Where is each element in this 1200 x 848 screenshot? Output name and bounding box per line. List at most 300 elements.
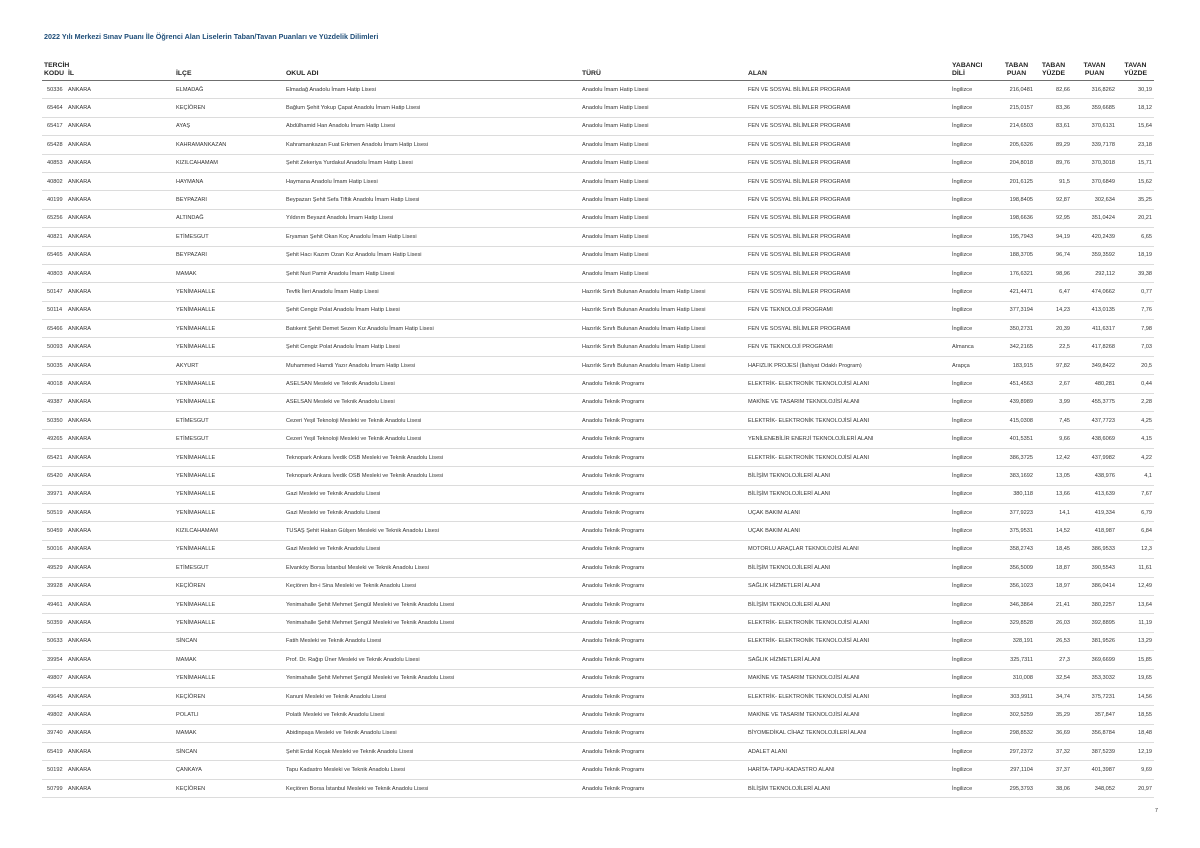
cell-yabanci-dil: İngilizce bbox=[950, 724, 998, 742]
cell-turu: Anadolu Teknik Programı bbox=[580, 632, 746, 650]
cell-okul-adi: Kahramankazan Fuat Erkmen Anadolu İmam Hatip Lisesi bbox=[284, 136, 580, 154]
cell-tavan-puan: 390,5543 bbox=[1072, 559, 1117, 577]
table-row bbox=[42, 246, 1154, 264]
table-row bbox=[42, 99, 1154, 117]
cell-tavan-puan: 401,3987 bbox=[1072, 761, 1117, 779]
cell-turu: Anadolu Teknik Programı bbox=[580, 522, 746, 540]
cell-alan: ELEKTRİK- ELEKTRONİK TEKNOLOJİSİ ALANI bbox=[746, 614, 950, 632]
table-row bbox=[42, 632, 1154, 650]
cell-taban-yuzde: 13,05 bbox=[1035, 467, 1072, 485]
cell-turu: Anadolu Teknik Programı bbox=[580, 412, 746, 430]
cell-tavan-puan: 369,6699 bbox=[1072, 651, 1117, 669]
cell-tavan-puan: 375,7231 bbox=[1072, 687, 1117, 705]
table-row bbox=[42, 264, 1154, 282]
cell-il: ANKARA bbox=[66, 724, 174, 742]
cell-code: 40199 bbox=[42, 191, 66, 209]
cell-ilce: YENİMAHALLE bbox=[174, 669, 284, 687]
cell-taban-puan: 356,5009 bbox=[998, 559, 1035, 577]
cell-yabanci-dil: İngilizce bbox=[950, 172, 998, 190]
cell-code: 65419 bbox=[42, 743, 66, 761]
cell-ilce: YENİMAHALLE bbox=[174, 540, 284, 558]
cell-ilce: KEÇİÖREN bbox=[174, 779, 284, 797]
cell-alan: ELEKTRİK- ELEKTRONİK TEKNOLOJİSİ ALANI bbox=[746, 412, 950, 430]
cell-yabanci-dil: Arapça bbox=[950, 356, 998, 374]
cell-code: 65420 bbox=[42, 467, 66, 485]
cell-taban-puan: 303,9911 bbox=[998, 687, 1035, 705]
cell-taban-yuzde: 37,37 bbox=[1035, 761, 1072, 779]
cell-tavan-yuzde: 18,19 bbox=[1117, 246, 1154, 264]
cell-turu: Anadolu Teknik Programı bbox=[580, 485, 746, 503]
cell-taban-puan: 451,4563 bbox=[998, 375, 1035, 393]
cell-ilce: ÇANKAYA bbox=[174, 761, 284, 779]
cell-taban-puan: 329,8528 bbox=[998, 614, 1035, 632]
cell-tavan-yuzde: 4,15 bbox=[1117, 430, 1154, 448]
table-row bbox=[42, 577, 1154, 595]
cell-alan: BİLİŞİM TEKNOLOJİLERİ ALANI bbox=[746, 467, 950, 485]
table-row bbox=[42, 393, 1154, 411]
cell-ilce: ETİMESGUT bbox=[174, 412, 284, 430]
cell-ilce: BEYPAZARI bbox=[174, 246, 284, 264]
cell-turu: Anadolu Teknik Programı bbox=[580, 706, 746, 724]
cell-taban-puan: 183,915 bbox=[998, 356, 1035, 374]
cell-turu: Anadolu Teknik Programı bbox=[580, 559, 746, 577]
cell-taban-puan: 415,0308 bbox=[998, 412, 1035, 430]
cell-il: ANKARA bbox=[66, 228, 174, 246]
cell-il: ANKARA bbox=[66, 338, 174, 356]
cell-okul-adi: Bağlum Şehit Yokup Çapat Anadolu İmam Hatip Lisesi bbox=[284, 99, 580, 117]
cell-il: ANKARA bbox=[66, 264, 174, 282]
cell-code: 49807 bbox=[42, 669, 66, 687]
cell-tavan-yuzde: 23,18 bbox=[1117, 136, 1154, 154]
cell-turu: Anadolu Teknik Programı bbox=[580, 669, 746, 687]
cell-taban-yuzde: 22,5 bbox=[1035, 338, 1072, 356]
header-alan: ALAN bbox=[746, 54, 950, 81]
cell-okul-adi: Şehit Nuri Pamir Anadolu İmam Hatip Lisesi bbox=[284, 264, 580, 282]
cell-turu: Anadolu Teknik Programı bbox=[580, 467, 746, 485]
cell-taban-puan: 421,4471 bbox=[998, 283, 1035, 301]
cell-okul-adi: ASELSAN Mesleki ve Teknik Anadolu Lisesi bbox=[284, 393, 580, 411]
cell-ilce: YENİMAHALLE bbox=[174, 448, 284, 466]
cell-turu: Hazırlık Sınıfı Bulunan Anadolu İmam Hatip Lisesi bbox=[580, 320, 746, 338]
cell-il: ANKARA bbox=[66, 172, 174, 190]
cell-taban-puan: 350,2731 bbox=[998, 320, 1035, 338]
cell-taban-yuzde: 35,29 bbox=[1035, 706, 1072, 724]
cell-taban-puan: 302,5259 bbox=[998, 706, 1035, 724]
cell-ilce: MAMAK bbox=[174, 264, 284, 282]
cell-ilce: MAMAK bbox=[174, 724, 284, 742]
cell-taban-yuzde: 13,66 bbox=[1035, 485, 1072, 503]
cell-okul-adi: Şehit Zekeriya Yurdakul Anadolu İmam Hatip Lisesi bbox=[284, 154, 580, 172]
cell-taban-puan: 356,1023 bbox=[998, 577, 1035, 595]
cell-turu: Anadolu İmam Hatip Lisesi bbox=[580, 154, 746, 172]
cell-ilce: POLATLI bbox=[174, 706, 284, 724]
cell-alan: BİLİŞİM TEKNOLOJİLERİ ALANI bbox=[746, 485, 950, 503]
cell-alan: FEN VE SOSYAL BİLİMLER PROGRAMI bbox=[746, 209, 950, 227]
cell-okul-adi: Tevfik İleri Anadolu İmam Hatip Lisesi bbox=[284, 283, 580, 301]
cell-tavan-yuzde: 12,3 bbox=[1117, 540, 1154, 558]
header-taban-puan: TABAN PUAN bbox=[998, 54, 1035, 81]
cell-il: ANKARA bbox=[66, 393, 174, 411]
table-row bbox=[42, 430, 1154, 448]
cell-code: 50192 bbox=[42, 761, 66, 779]
table-row bbox=[42, 209, 1154, 227]
cell-tavan-yuzde: 15,85 bbox=[1117, 651, 1154, 669]
cell-okul-adi: Şehit Cengiz Polat Anadolu İmam Hatip Lisesi bbox=[284, 301, 580, 319]
cell-tavan-yuzde: 39,38 bbox=[1117, 264, 1154, 282]
cell-yabanci-dil: İngilizce bbox=[950, 614, 998, 632]
cell-yabanci-dil: İngilizce bbox=[950, 743, 998, 761]
header-okul: OKUL ADI bbox=[284, 54, 580, 81]
cell-code: 39954 bbox=[42, 651, 66, 669]
cell-alan: FEN VE SOSYAL BİLİMLER PROGRAMI bbox=[746, 99, 950, 117]
cell-yabanci-dil: İngilizce bbox=[950, 448, 998, 466]
cell-okul-adi: Eryaman Şehit Okan Koç Anadolu İmam Hatip Lisesi bbox=[284, 228, 580, 246]
cell-il: ANKARA bbox=[66, 669, 174, 687]
cell-il: ANKARA bbox=[66, 779, 174, 797]
cell-taban-yuzde: 14,52 bbox=[1035, 522, 1072, 540]
cell-tavan-puan: 420,2439 bbox=[1072, 228, 1117, 246]
cell-turu: Anadolu Teknik Programı bbox=[580, 743, 746, 761]
cell-ilce: YENİMAHALLE bbox=[174, 301, 284, 319]
cell-okul-adi: Haymana Anadolu İmam Hatip Lisesi bbox=[284, 172, 580, 190]
cell-turu: Anadolu İmam Hatip Lisesi bbox=[580, 228, 746, 246]
cell-yabanci-dil: İngilizce bbox=[950, 191, 998, 209]
cell-tavan-puan: 438,6069 bbox=[1072, 430, 1117, 448]
cell-tavan-yuzde: 15,62 bbox=[1117, 172, 1154, 190]
cell-okul-adi: Tapu Kadastro Mesleki ve Teknik Anadolu Lisesi bbox=[284, 761, 580, 779]
cell-yabanci-dil: İngilizce bbox=[950, 559, 998, 577]
cell-tavan-yuzde: 20,21 bbox=[1117, 209, 1154, 227]
cell-il: ANKARA bbox=[66, 706, 174, 724]
cell-yabanci-dil: İngilizce bbox=[950, 669, 998, 687]
cell-il: ANKARA bbox=[66, 99, 174, 117]
table-row bbox=[42, 669, 1154, 687]
cell-taban-yuzde: 32,54 bbox=[1035, 669, 1072, 687]
cell-okul-adi: Cezeri Yeşil Teknoloji Mesleki ve Teknik Anadolu Lisesi bbox=[284, 430, 580, 448]
cell-ilce: YENİMAHALLE bbox=[174, 485, 284, 503]
cell-tavan-puan: 437,7723 bbox=[1072, 412, 1117, 430]
cell-taban-yuzde: 34,74 bbox=[1035, 687, 1072, 705]
cell-tavan-yuzde: 7,76 bbox=[1117, 301, 1154, 319]
cell-turu: Anadolu Teknik Programı bbox=[580, 614, 746, 632]
cell-taban-puan: 310,008 bbox=[998, 669, 1035, 687]
cell-tavan-puan: 339,7178 bbox=[1072, 136, 1117, 154]
cell-yabanci-dil: İngilizce bbox=[950, 81, 998, 99]
cell-code: 65256 bbox=[42, 209, 66, 227]
cell-yabanci-dil: İngilizce bbox=[950, 209, 998, 227]
cell-code: 65464 bbox=[42, 99, 66, 117]
cell-okul-adi: Gazi Mesleki ve Teknik Anadolu Lisesi bbox=[284, 503, 580, 521]
cell-alan: SAĞLIK HİZMETLERİ ALANI bbox=[746, 577, 950, 595]
cell-il: ANKARA bbox=[66, 191, 174, 209]
cell-turu: Hazırlık Sınıfı Bulunan Anadolu İmam Hatip Lisesi bbox=[580, 338, 746, 356]
cell-ilce: YENİMAHALLE bbox=[174, 393, 284, 411]
cell-tavan-yuzde: 35,25 bbox=[1117, 191, 1154, 209]
cell-turu: Anadolu Teknik Programı bbox=[580, 595, 746, 613]
cell-ilce: MAMAK bbox=[174, 651, 284, 669]
cell-alan: FEN VE SOSYAL BİLİMLER PROGRAMI bbox=[746, 172, 950, 190]
cell-taban-puan: 201,6125 bbox=[998, 172, 1035, 190]
cell-il: ANKARA bbox=[66, 375, 174, 393]
cell-yabanci-dil: İngilizce bbox=[950, 375, 998, 393]
cell-yabanci-dil: İngilizce bbox=[950, 632, 998, 650]
cell-il: ANKARA bbox=[66, 503, 174, 521]
cell-code: 50336 bbox=[42, 81, 66, 99]
cell-ilce: YENİMAHALLE bbox=[174, 375, 284, 393]
cell-il: ANKARA bbox=[66, 540, 174, 558]
table-row bbox=[42, 706, 1154, 724]
cell-il: ANKARA bbox=[66, 743, 174, 761]
cell-alan: FEN VE SOSYAL BİLİMLER PROGRAMI bbox=[746, 154, 950, 172]
cell-turu: Anadolu Teknik Programı bbox=[580, 503, 746, 521]
cell-turu: Anadolu Teknik Programı bbox=[580, 375, 746, 393]
cell-code: 40853 bbox=[42, 154, 66, 172]
cell-okul-adi: Elvanköy Borsa İstanbul Mesleki ve Teknik Anadolu Lisesi bbox=[284, 559, 580, 577]
cell-tavan-yuzde: 12,19 bbox=[1117, 743, 1154, 761]
cell-alan: MAKİNE VE TASARIM TEKNOLOJİSİ ALANI bbox=[746, 706, 950, 724]
cell-il: ANKARA bbox=[66, 320, 174, 338]
cell-yabanci-dil: İngilizce bbox=[950, 779, 998, 797]
cell-alan: FEN VE SOSYAL BİLİMLER PROGRAMI bbox=[746, 136, 950, 154]
cell-yabanci-dil: İngilizce bbox=[950, 154, 998, 172]
cell-taban-yuzde: 2,67 bbox=[1035, 375, 1072, 393]
cell-code: 50459 bbox=[42, 522, 66, 540]
cell-okul-adi: ASELSAN Mesleki ve Teknik Anadolu Lisesi bbox=[284, 375, 580, 393]
cell-okul-adi: Teknopark Ankara İvedik OSB Mesleki ve Teknik Anadolu Lisesi bbox=[284, 467, 580, 485]
cell-taban-yuzde: 37,32 bbox=[1035, 743, 1072, 761]
cell-yabanci-dil: İngilizce bbox=[950, 430, 998, 448]
cell-okul-adi: Yıldırım Beyazıt Anadolu İmam Hatip Lisesi bbox=[284, 209, 580, 227]
cell-yabanci-dil: İngilizce bbox=[950, 540, 998, 558]
cell-taban-puan: 215,0157 bbox=[998, 99, 1035, 117]
cell-code: 39971 bbox=[42, 485, 66, 503]
header-dil: YABANCI DİLİ bbox=[950, 54, 998, 81]
cell-taban-yuzde: 27,3 bbox=[1035, 651, 1072, 669]
cell-code: 50093 bbox=[42, 338, 66, 356]
cell-alan: ELEKTRİK- ELEKTRONİK TEKNOLOJİSİ ALANI bbox=[746, 448, 950, 466]
table-row bbox=[42, 356, 1154, 374]
cell-tavan-puan: 359,6685 bbox=[1072, 99, 1117, 117]
cell-alan: BİLİŞİM TEKNOLOJİLERİ ALANI bbox=[746, 779, 950, 797]
cell-ilce: AKYURT bbox=[174, 356, 284, 374]
cell-taban-puan: 216,0481 bbox=[998, 81, 1035, 99]
cell-tavan-yuzde: 18,48 bbox=[1117, 724, 1154, 742]
cell-turu: Anadolu İmam Hatip Lisesi bbox=[580, 99, 746, 117]
cell-tavan-yuzde: 11,61 bbox=[1117, 559, 1154, 577]
cell-taban-yuzde: 26,03 bbox=[1035, 614, 1072, 632]
cell-taban-puan: 386,3725 bbox=[998, 448, 1035, 466]
cell-il: ANKARA bbox=[66, 136, 174, 154]
cell-code: 40821 bbox=[42, 228, 66, 246]
cell-code: 40018 bbox=[42, 375, 66, 393]
cell-yabanci-dil: İngilizce bbox=[950, 264, 998, 282]
cell-taban-yuzde: 36,69 bbox=[1035, 724, 1072, 742]
cell-ilce: YENİMAHALLE bbox=[174, 338, 284, 356]
cell-tavan-yuzde: 7,98 bbox=[1117, 320, 1154, 338]
cell-ilce: YENİMAHALLE bbox=[174, 283, 284, 301]
cell-yabanci-dil: İngilizce bbox=[950, 136, 998, 154]
cell-tavan-puan: 381,9526 bbox=[1072, 632, 1117, 650]
cell-alan: FEN VE SOSYAL BİLİMLER PROGRAMI bbox=[746, 191, 950, 209]
cell-okul-adi: TUSAŞ Şehit Hakan Gülşen Mesleki ve Teknik Anadolu Lisesi bbox=[284, 522, 580, 540]
cell-turu: Anadolu Teknik Programı bbox=[580, 448, 746, 466]
cell-alan: FEN VE SOSYAL BİLİMLER PROGRAMI bbox=[746, 117, 950, 135]
cell-code: 65421 bbox=[42, 448, 66, 466]
cell-code: 40802 bbox=[42, 172, 66, 190]
cell-alan: SAĞLIK HİZMETLERİ ALANI bbox=[746, 651, 950, 669]
cell-ilce: KIZILCAHAMAM bbox=[174, 522, 284, 540]
cell-taban-yuzde: 18,97 bbox=[1035, 577, 1072, 595]
table-row bbox=[42, 779, 1154, 797]
cell-il: ANKARA bbox=[66, 81, 174, 99]
cell-code: 50114 bbox=[42, 301, 66, 319]
cell-taban-puan: 297,2372 bbox=[998, 743, 1035, 761]
cell-taban-yuzde: 18,87 bbox=[1035, 559, 1072, 577]
cell-ilce: YENİMAHALLE bbox=[174, 595, 284, 613]
header-il: İL bbox=[66, 54, 174, 81]
cell-il: ANKARA bbox=[66, 761, 174, 779]
cell-ilce: SİNCAN bbox=[174, 743, 284, 761]
cell-il: ANKARA bbox=[66, 356, 174, 374]
cell-ilce: KEÇİÖREN bbox=[174, 687, 284, 705]
cell-taban-yuzde: 82,66 bbox=[1035, 81, 1072, 99]
cell-tavan-yuzde: 30,19 bbox=[1117, 81, 1154, 99]
cell-okul-adi: Fatih Mesleki ve Teknik Anadolu Lisesi bbox=[284, 632, 580, 650]
cell-yabanci-dil: İngilizce bbox=[950, 246, 998, 264]
cell-tavan-yuzde: 20,97 bbox=[1117, 779, 1154, 797]
cell-turu: Anadolu Teknik Programı bbox=[580, 724, 746, 742]
table-row bbox=[42, 540, 1154, 558]
cell-tavan-yuzde: 19,65 bbox=[1117, 669, 1154, 687]
cell-il: ANKARA bbox=[66, 448, 174, 466]
cell-tavan-puan: 455,3775 bbox=[1072, 393, 1117, 411]
table-row bbox=[42, 595, 1154, 613]
cell-tavan-puan: 418,987 bbox=[1072, 522, 1117, 540]
table-row bbox=[42, 743, 1154, 761]
cell-tavan-puan: 316,8262 bbox=[1072, 81, 1117, 99]
cell-taban-yuzde: 92,95 bbox=[1035, 209, 1072, 227]
cell-turu: Anadolu Teknik Programı bbox=[580, 540, 746, 558]
cell-turu: Anadolu Teknik Programı bbox=[580, 651, 746, 669]
cell-yabanci-dil: İngilizce bbox=[950, 467, 998, 485]
cell-alan: UÇAK BAKIM ALANI bbox=[746, 503, 950, 521]
cell-tavan-yuzde: 6,65 bbox=[1117, 228, 1154, 246]
cell-taban-yuzde: 3,99 bbox=[1035, 393, 1072, 411]
cell-tavan-yuzde: 20,5 bbox=[1117, 356, 1154, 374]
cell-tavan-puan: 370,6131 bbox=[1072, 117, 1117, 135]
cell-taban-puan: 383,1692 bbox=[998, 467, 1035, 485]
table-row bbox=[42, 412, 1154, 430]
cell-ilce: KEÇİÖREN bbox=[174, 99, 284, 117]
cell-tavan-puan: 413,639 bbox=[1072, 485, 1117, 503]
header-turu: TÜRÜ bbox=[580, 54, 746, 81]
cell-alan: HARİTA-TAPU-KADASTRO ALANI bbox=[746, 761, 950, 779]
cell-taban-puan: 377,3194 bbox=[998, 301, 1035, 319]
cell-code: 50633 bbox=[42, 632, 66, 650]
cell-okul-adi: Şehit Hacı Kazım Ozan Kız Anadolu İmam Hatip Lisesi bbox=[284, 246, 580, 264]
page-number: 7 bbox=[1154, 808, 1158, 814]
cell-alan: UÇAK BAKIM ALANI bbox=[746, 522, 950, 540]
cell-ilce: SİNCAN bbox=[174, 632, 284, 650]
cell-alan: BİLİŞİM TEKNOLOJİLERİ ALANI bbox=[746, 559, 950, 577]
cell-il: ANKARA bbox=[66, 467, 174, 485]
table-header bbox=[42, 54, 1154, 81]
cell-taban-yuzde: 98,96 bbox=[1035, 264, 1072, 282]
cell-code: 40803 bbox=[42, 264, 66, 282]
cell-tavan-puan: 302,634 bbox=[1072, 191, 1117, 209]
cell-taban-puan: 204,8018 bbox=[998, 154, 1035, 172]
table-row bbox=[42, 191, 1154, 209]
cell-taban-yuzde: 20,39 bbox=[1035, 320, 1072, 338]
cell-taban-puan: 297,1104 bbox=[998, 761, 1035, 779]
table-row bbox=[42, 136, 1154, 154]
cell-taban-yuzde: 14,1 bbox=[1035, 503, 1072, 521]
cell-tavan-yuzde: 4,22 bbox=[1117, 448, 1154, 466]
cell-okul-adi: Yenimahalle Şehit Mehmet Şengül Mesleki ve Teknik Anadolu Lisesi bbox=[284, 614, 580, 632]
cell-taban-puan: 346,3864 bbox=[998, 595, 1035, 613]
cell-okul-adi: Kanuni Mesleki ve Teknik Anadolu Lisesi bbox=[284, 687, 580, 705]
cell-taban-puan: 401,5351 bbox=[998, 430, 1035, 448]
cell-ilce: KAHRAMANKAZAN bbox=[174, 136, 284, 154]
cell-il: ANKARA bbox=[66, 117, 174, 135]
cell-taban-puan: 205,6326 bbox=[998, 136, 1035, 154]
cell-ilce: KIZILCAHAMAM bbox=[174, 154, 284, 172]
cell-okul-adi: Elmadağ Anadolu İmam Hatip Lisesi bbox=[284, 81, 580, 99]
cell-alan: FEN VE SOSYAL BİLİMLER PROGRAMI bbox=[746, 81, 950, 99]
results-table bbox=[42, 54, 1154, 798]
cell-tavan-yuzde: 13,29 bbox=[1117, 632, 1154, 650]
cell-tavan-yuzde: 7,67 bbox=[1117, 485, 1154, 503]
cell-alan: FEN VE SOSYAL BİLİMLER PROGRAMI bbox=[746, 320, 950, 338]
cell-yabanci-dil: İngilizce bbox=[950, 485, 998, 503]
cell-ilce: ETİMESGUT bbox=[174, 559, 284, 577]
cell-code: 65466 bbox=[42, 320, 66, 338]
table-row bbox=[42, 117, 1154, 135]
cell-okul-adi: Cezeri Yeşil Teknoloji Mesleki ve Teknik Anadolu Lisesi bbox=[284, 412, 580, 430]
cell-il: ANKARA bbox=[66, 283, 174, 301]
cell-alan: HAFIZLIK PROJESİ (İlahiyat Odaklı Program) bbox=[746, 356, 950, 374]
cell-turu: Anadolu Teknik Programı bbox=[580, 761, 746, 779]
cell-turu: Anadolu İmam Hatip Lisesi bbox=[580, 191, 746, 209]
cell-taban-yuzde: 38,06 bbox=[1035, 779, 1072, 797]
cell-tavan-yuzde: 15,71 bbox=[1117, 154, 1154, 172]
cell-ilce: ELMADAĞ bbox=[174, 81, 284, 99]
cell-tavan-yuzde: 2,28 bbox=[1117, 393, 1154, 411]
cell-alan: FEN VE SOSYAL BİLİMLER PROGRAMI bbox=[746, 264, 950, 282]
cell-taban-puan: 380,118 bbox=[998, 485, 1035, 503]
cell-alan: ELEKTRİK- ELEKTRONİK TEKNOLOJİSİ ALANI bbox=[746, 375, 950, 393]
cell-taban-yuzde: 83,36 bbox=[1035, 99, 1072, 117]
cell-taban-puan: 342,2165 bbox=[998, 338, 1035, 356]
cell-tavan-yuzde: 7,03 bbox=[1117, 338, 1154, 356]
cell-taban-yuzde: 9,66 bbox=[1035, 430, 1072, 448]
table-row bbox=[42, 724, 1154, 742]
cell-turu: Anadolu İmam Hatip Lisesi bbox=[580, 209, 746, 227]
cell-okul-adi: Prof. Dr. Rağıp Üner Mesleki ve Teknik Anadolu Lisesi bbox=[284, 651, 580, 669]
cell-tavan-yuzde: 15,64 bbox=[1117, 117, 1154, 135]
cell-taban-yuzde: 89,76 bbox=[1035, 154, 1072, 172]
cell-il: ANKARA bbox=[66, 632, 174, 650]
cell-alan: BİLİŞİM TEKNOLOJİLERİ ALANI bbox=[746, 595, 950, 613]
cell-il: ANKARA bbox=[66, 614, 174, 632]
cell-turu: Anadolu İmam Hatip Lisesi bbox=[580, 246, 746, 264]
cell-il: ANKARA bbox=[66, 522, 174, 540]
cell-code: 50035 bbox=[42, 356, 66, 374]
cell-tavan-yuzde: 4,25 bbox=[1117, 412, 1154, 430]
cell-okul-adi: Keçiören Borsa İstanbul Mesleki ve Teknik Anadolu Lisesi bbox=[284, 779, 580, 797]
cell-alan: FEN VE SOSYAL BİLİMLER PROGRAMI bbox=[746, 246, 950, 264]
cell-alan: YENİLENEBİLİR ENERJİ TEKNOLOJİLERİ ALANI bbox=[746, 430, 950, 448]
